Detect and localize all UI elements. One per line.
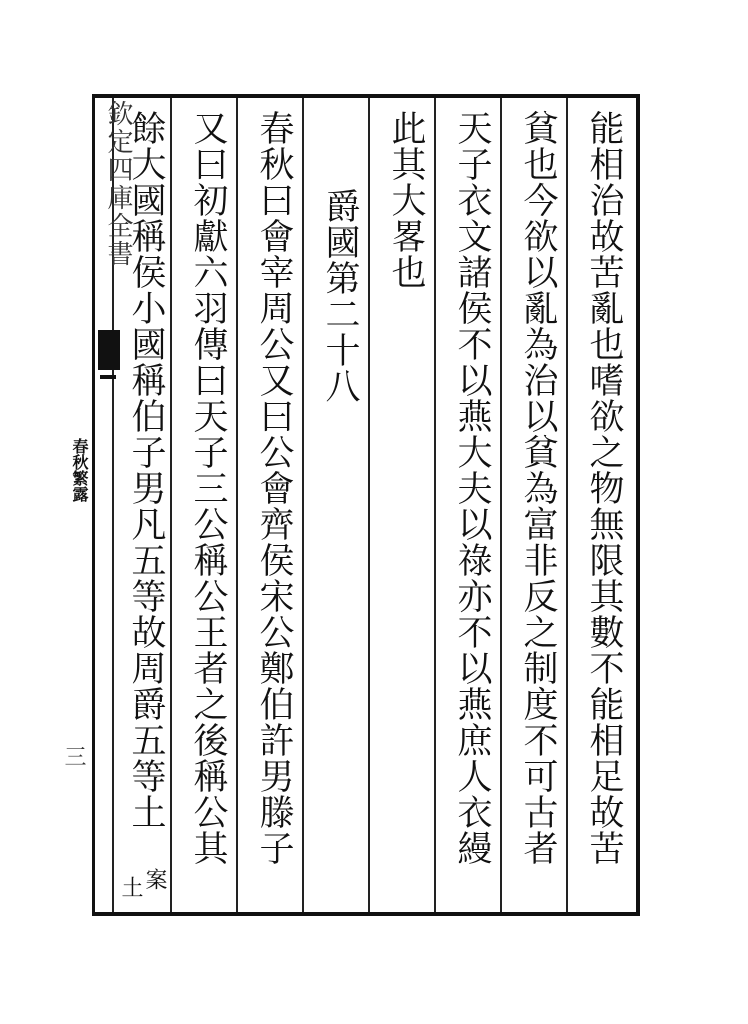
fold-fishtail-mark: [98, 330, 120, 370]
text-column-4: 此其大畧也: [386, 110, 426, 290]
annotation-note-2: 土: [118, 876, 143, 898]
book-title: 春秋繁露: [70, 438, 89, 502]
text-column-7: 餘大國稱侯小國稱伯子男凡五等故周爵五等土: [126, 110, 166, 830]
column-divider: [566, 98, 568, 912]
text-column-3: 天子衣文諸侯不以燕大夫以祿亦不以燕庶人衣縵: [452, 110, 492, 866]
frame-top-border: [92, 94, 640, 98]
column-divider: [236, 98, 238, 912]
column-divider: [302, 98, 304, 912]
text-column-2: 貧也今欲以亂為治以貧為富非反之制度不可古者: [518, 110, 558, 866]
frame-left-border: [92, 94, 95, 916]
page-number: 三: [61, 745, 86, 767]
text-column-1: 能相治故苦亂也嗜欲之物無限其數不能相足故苦: [584, 110, 624, 866]
column-divider: [170, 98, 172, 912]
frame-bottom-border: [92, 912, 640, 916]
column-divider: [434, 98, 436, 912]
fold-title: 欽定四庫全書: [103, 100, 133, 268]
text-column-6: 又曰初獻六羽傳曰天子三公稱公王者之後稱公其: [188, 110, 228, 866]
annotation-note: 案: [142, 868, 167, 890]
fold-line-mark: [100, 375, 116, 379]
text-column-5: 春秋曰會宰周公又曰公會齊侯宋公鄭伯許男滕子: [254, 110, 294, 866]
frame-right-border: [636, 94, 640, 916]
column-divider: [500, 98, 502, 912]
chapter-heading: 爵國第二十八: [320, 188, 360, 404]
column-divider: [368, 98, 370, 912]
